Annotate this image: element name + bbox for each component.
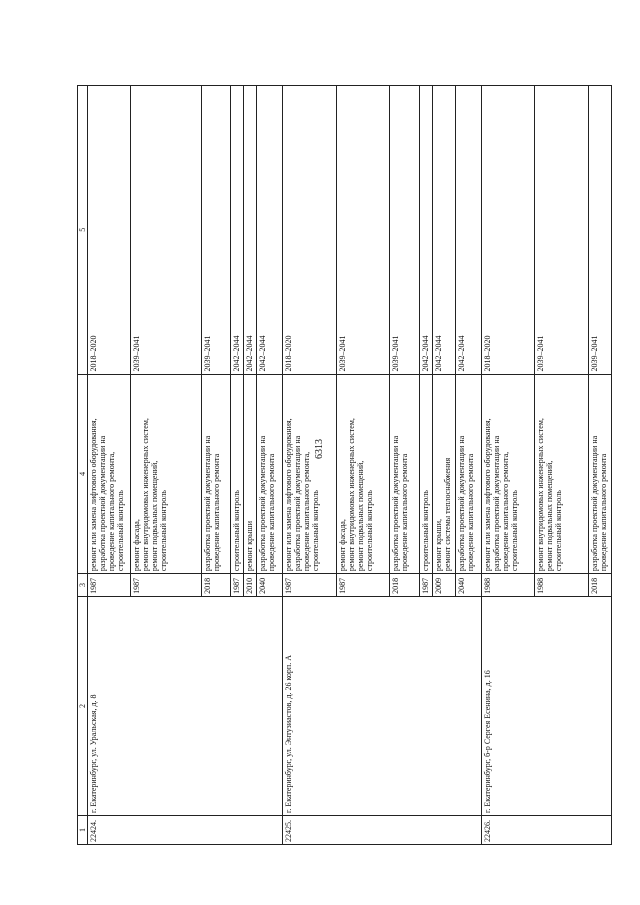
header-cell: 5 xyxy=(78,86,88,375)
period-cell: 2042–2044 xyxy=(257,86,283,375)
year-cell: 1988 xyxy=(482,574,535,597)
work-description-cell: разработка проектной документации на проведение капитального ремонта xyxy=(455,374,481,574)
period-cell: 2039–2041 xyxy=(336,86,389,375)
row-number-cell: 22426. xyxy=(482,816,612,845)
work-description-cell: ремонт крыши, ремонт системы теплоснабжения xyxy=(432,374,455,574)
work-description-cell: ремонт внутридомовых инженерных систем, ремонт подвальных помещений, строительный контроль xyxy=(535,374,588,574)
table-container xyxy=(77,85,612,845)
table-row xyxy=(283,86,336,845)
repair-schedule-table xyxy=(77,85,612,845)
period-cell: 2039–2041 xyxy=(201,86,230,375)
year-cell: 2018 xyxy=(390,574,419,597)
work-description-cell: разработка проектной документации на проведение капитального ремонта xyxy=(390,374,419,574)
year-cell: 1987 xyxy=(283,574,336,597)
year-cell: 2009 xyxy=(432,574,455,597)
period-cell: 2039–2041 xyxy=(130,86,201,375)
header-row xyxy=(78,86,88,845)
period-cell: 2018–2020 xyxy=(88,86,131,375)
period-cell: 2042–2044 xyxy=(432,86,455,375)
header-cell: 2 xyxy=(78,596,88,815)
year-cell: 1987 xyxy=(336,574,389,597)
year-cell: 1987 xyxy=(130,574,201,597)
work-description-cell: разработка проектной документации на проведение капитального ремонта xyxy=(257,374,283,574)
year-cell: 2040 xyxy=(257,574,283,597)
period-cell: 2042–2044 xyxy=(455,86,481,375)
address-cell: г. Екатеринбург, ул. Уральская, д. 8 xyxy=(88,596,283,815)
row-number-cell: 22425. xyxy=(283,816,482,845)
period-cell: 2039–2041 xyxy=(535,86,588,375)
work-description-cell: строительный контроль xyxy=(419,374,432,574)
period-cell: 2039–2041 xyxy=(390,86,419,375)
year-cell: 2010 xyxy=(244,574,257,597)
period-cell: 2042–2044 xyxy=(419,86,432,375)
header-cell: 1 xyxy=(78,816,88,845)
work-description-cell: строительный контроль xyxy=(230,374,243,574)
work-description-cell: ремонт крыши xyxy=(244,374,257,574)
year-cell: 1987 xyxy=(230,574,243,597)
work-description-cell: ремонт фасада, ремонт внутридомовых инженерных систем, ремонт подвальных помещений, строительный контроль xyxy=(336,374,389,574)
work-description-cell: разработка проектной документации на проведение капитального ремонта xyxy=(588,374,611,574)
year-cell: 2018 xyxy=(201,574,230,597)
page-number: 6313 xyxy=(314,439,325,459)
period-cell: 2039–2041 xyxy=(588,86,611,375)
row-number-cell: 22424. xyxy=(88,816,283,845)
table-row xyxy=(482,86,535,845)
work-description-cell: ремонт или замена лифтового оборудования, разработка проектной документации на проведение капитального ремонта, строительный контроль xyxy=(283,374,336,574)
year-cell: 1987 xyxy=(88,574,131,597)
header-cell: 4 xyxy=(78,374,88,574)
work-description-cell: ремонт или замена лифтового оборудования, разработка проектной документации на проведение капитального ремонта, строительный контроль xyxy=(482,374,535,574)
work-description-cell: разработка проектной документации на проведение капитального ремонта xyxy=(201,374,230,574)
period-cell: 2018–2020 xyxy=(482,86,535,375)
header-cell: 3 xyxy=(78,574,88,597)
address-cell: г. Екатеринбург, ул. Энтузиастов, д. 26 корп. А xyxy=(283,596,482,815)
address-cell: г. Екатеринбург, б-р Сергея Есенина, д. 16 xyxy=(482,596,612,815)
year-cell: 1988 xyxy=(535,574,588,597)
period-cell: 2042–2044 xyxy=(244,86,257,375)
year-cell: 2018 xyxy=(588,574,611,597)
work-description-cell: ремонт или замена лифтового оборудования, разработка проектной документации на проведение капитального ремонта, строительный контроль xyxy=(88,374,131,574)
period-cell: 2042–2044 xyxy=(230,86,243,375)
year-cell: 1987 xyxy=(419,574,432,597)
table-row xyxy=(88,86,131,845)
period-cell: 2018–2020 xyxy=(283,86,336,375)
year-cell: 2040 xyxy=(455,574,481,597)
work-description-cell: ремонт фасада, ремонт внутридомовых инженерных систем, ремонт подвальных помещений, строительный контроль xyxy=(130,374,201,574)
